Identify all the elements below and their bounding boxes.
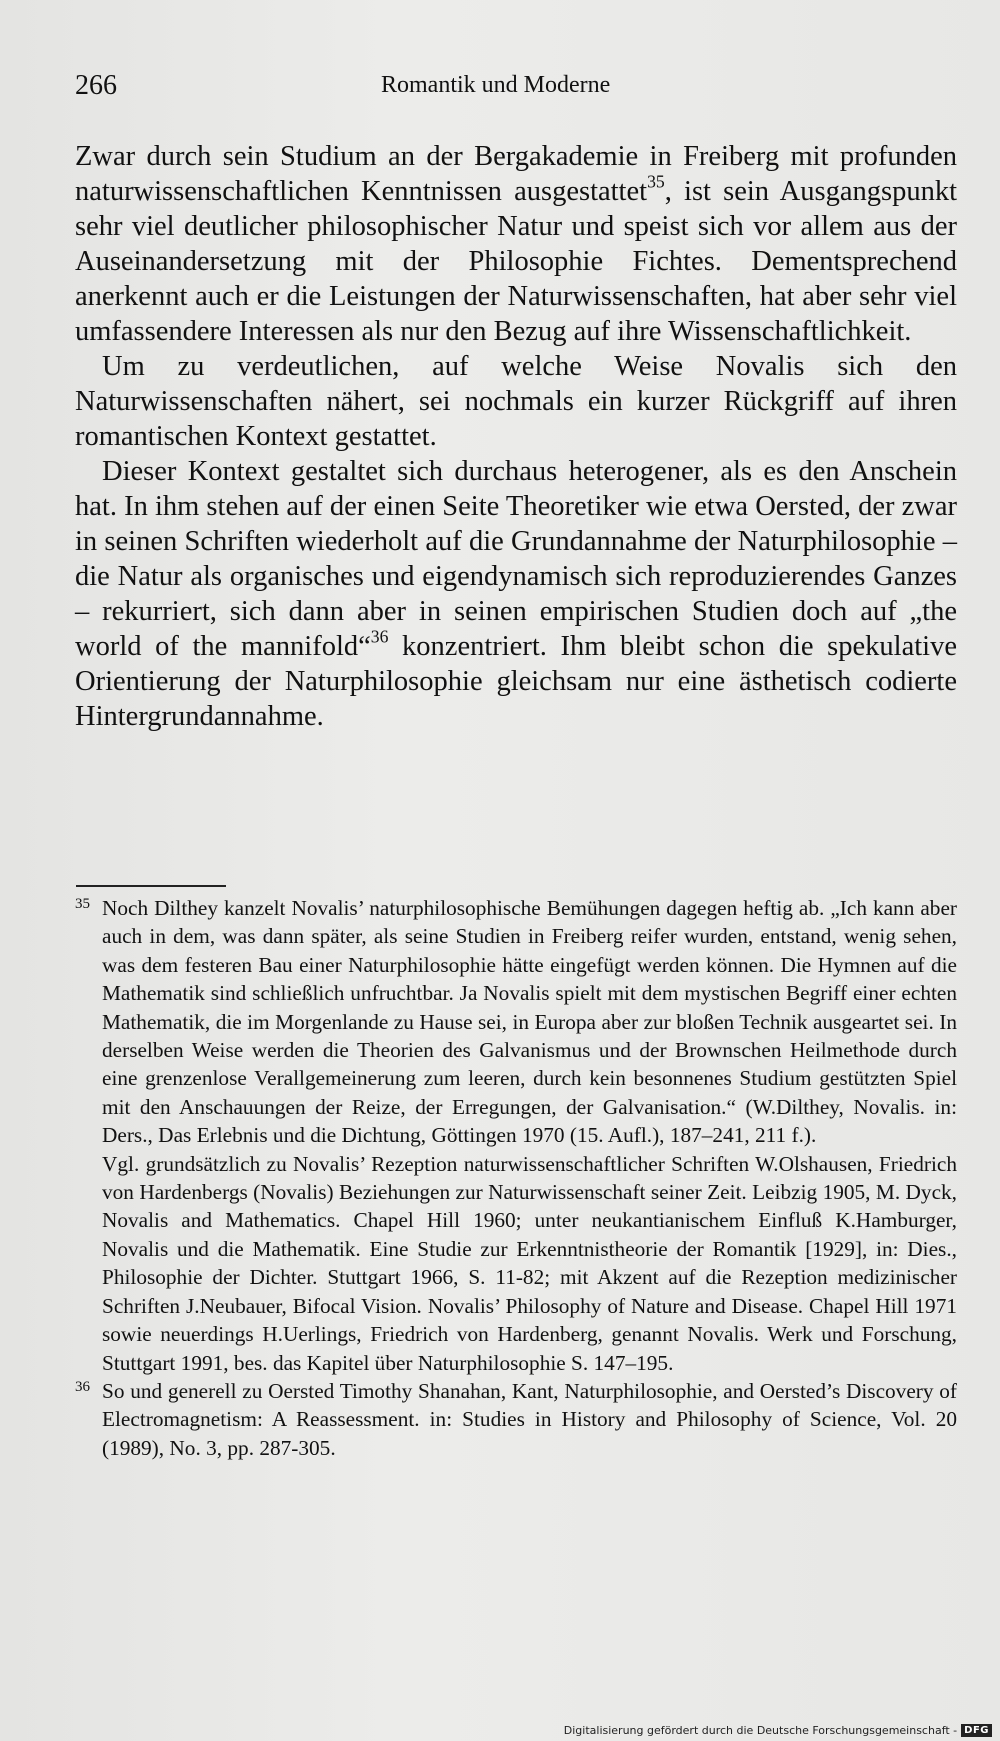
running-title: Romantik und Moderne (381, 72, 611, 98)
footnote-divider (76, 885, 226, 887)
paragraph-2: Um zu verdeutlichen, auf welche Weise Novalis sich den Naturwissenschaften nähert, sei nochmals ein kurzer Rückgriff auf ihren romantischen Kontext gestattet. (75, 351, 957, 452)
credit-text: Digitalisierung gefördert durch die Deutsche Forschungsgemeinschaft - (563, 1724, 958, 1737)
paragraph-1-text-a: Zwar durch sein Studium an der Bergakademie in Freiberg mit profunden naturwissenschaftlichen Kenntnissen ausgestattet (75, 141, 957, 207)
page-header (75, 70, 955, 110)
main-text (75, 139, 957, 734)
dfg-logo: DFG (961, 1724, 992, 1737)
footnote-36-text: So und generell zu Oersted Timothy Shanahan, Kant, Naturphilosophie, and Oersted’s Discovery of Electromagnetism: A Reassessment. in: Studies in History and Philosophy of Science, Vol. 20 (1989), No. 3, pp. 287-305. (102, 1378, 957, 1460)
footnote-36-number: 36 (75, 1378, 90, 1395)
footnote-35-continuation: Vgl. grundsätzlich zu Novalis’ Rezeption naturwissenschaftlicher Schriften W.Olshausen, Friedrich von Hardenbergs (Novalis) Beziehungen zur Naturwissenschaft seiner Zeit. Leibzig 1905, M. Dyck, Novalis and Mathematics. Chapel Hill 1960; unter neukantianischem Einfluß K.Hamburger, Novalis und die Mathematik. Eine Studie zur Erkenntnistheorie der Romantik [1929], in: Dies., Philosophie der Dichter. Stuttgart 1966, S. 11-82; mit Akzent auf die Rezeption medizinischer Schriften J.Neubauer, Bifocal Vision. Novalis’ Philosophy of Nature and Disease. Chapel Hill 1971 sowie neuerdings H.Uerlings, Friedrich von Hardenberg, genannt Novalis. Werk und Forschung, Stuttgart 1991, bes. das Kapitel über Naturphilosophie S. 147–195. (102, 1151, 957, 1375)
paragraph-3-text-a: Dieser Kontext gestaltet sich durchaus heterogener, als es den Anschein hat. In ihm stehen auf der einen Seite Theoretiker wie etwa Oersted, der zwar in seinen Schriften wiederholt auf die Grundannahme der Naturphilosophie – die Natur als organisches und eigendynamisch sich reproduzierendes Ganzes – rekurriert, sich dann aber in seinen empirischen Studien doch auf „the world of the mannifold“ (75, 456, 957, 662)
footnotes (75, 894, 957, 1462)
footnote-ref-36: 36 (370, 626, 389, 647)
footnote-35-number: 35 (75, 896, 90, 912)
paragraph-3-text-b: konzentriert. Ihm bleibt schon die spekulative Orientierung der Naturphilosophie gleichsam nur eine ästhetisch codierte Hintergrundannahme. (75, 631, 957, 732)
paragraph-3 (75, 454, 957, 734)
page-number: 266 (75, 70, 117, 101)
paragraph-1-text-b: , ist sein Ausgangspunkt sehr viel deutlicher philosophischer Natur und speist sich vor allem aus der Auseinandersetzung mit der Philosophie Fichtes. Dementsprechend anerkennt auch er die Leistungen der Naturwissenschaften, hat aber sehr viel umfassendere Interessen als nur den Bezug auf ihre Wissenschaftlichkeit. (75, 176, 957, 347)
digitization-credit (564, 1724, 992, 1737)
footnote-35-text: Noch Dilthey kanzelt Novalis’ naturphilosophische Bemühungen dagegen heftig ab. „Ich kann aber auch in dem, was dann später, als seine Studien in Freiberg reifer wurden, entstand, wenig sehen, was dem festeren Bau einer Naturphilosophie hätte eingefügt werden können. Die Hymnen auf die Mathematik sind schließlich unfruchtbar. Ja Novalis spielt mit dem mystischen Begriff einer echten Mathematik, die im Morgenlande zu Hause sei, in Europa aber zur bloßen Technik ausgeartet sei. In derselben Weise werden die Theorien des Galvanismus und der Brownschen Heilmethode durch eine grenzenlose Verallgemeinerung zum leeren, durch kein besonnenes Studium gestützten Spiel mit den Anschauungen der Reize, der Erregungen, der Galvanisation.“ (W.Dilthey, Novalis. in: Ders., Das Erlebnis und die Dichtung, Göttingen 1970 (15. Aufl.), 187–241, 211 f.). (102, 896, 957, 1148)
paragraph-1 (75, 139, 957, 349)
footnote-ref-35: 35 (647, 171, 665, 192)
footnote-35 (75, 894, 957, 1150)
footnote-36 (75, 1377, 957, 1462)
